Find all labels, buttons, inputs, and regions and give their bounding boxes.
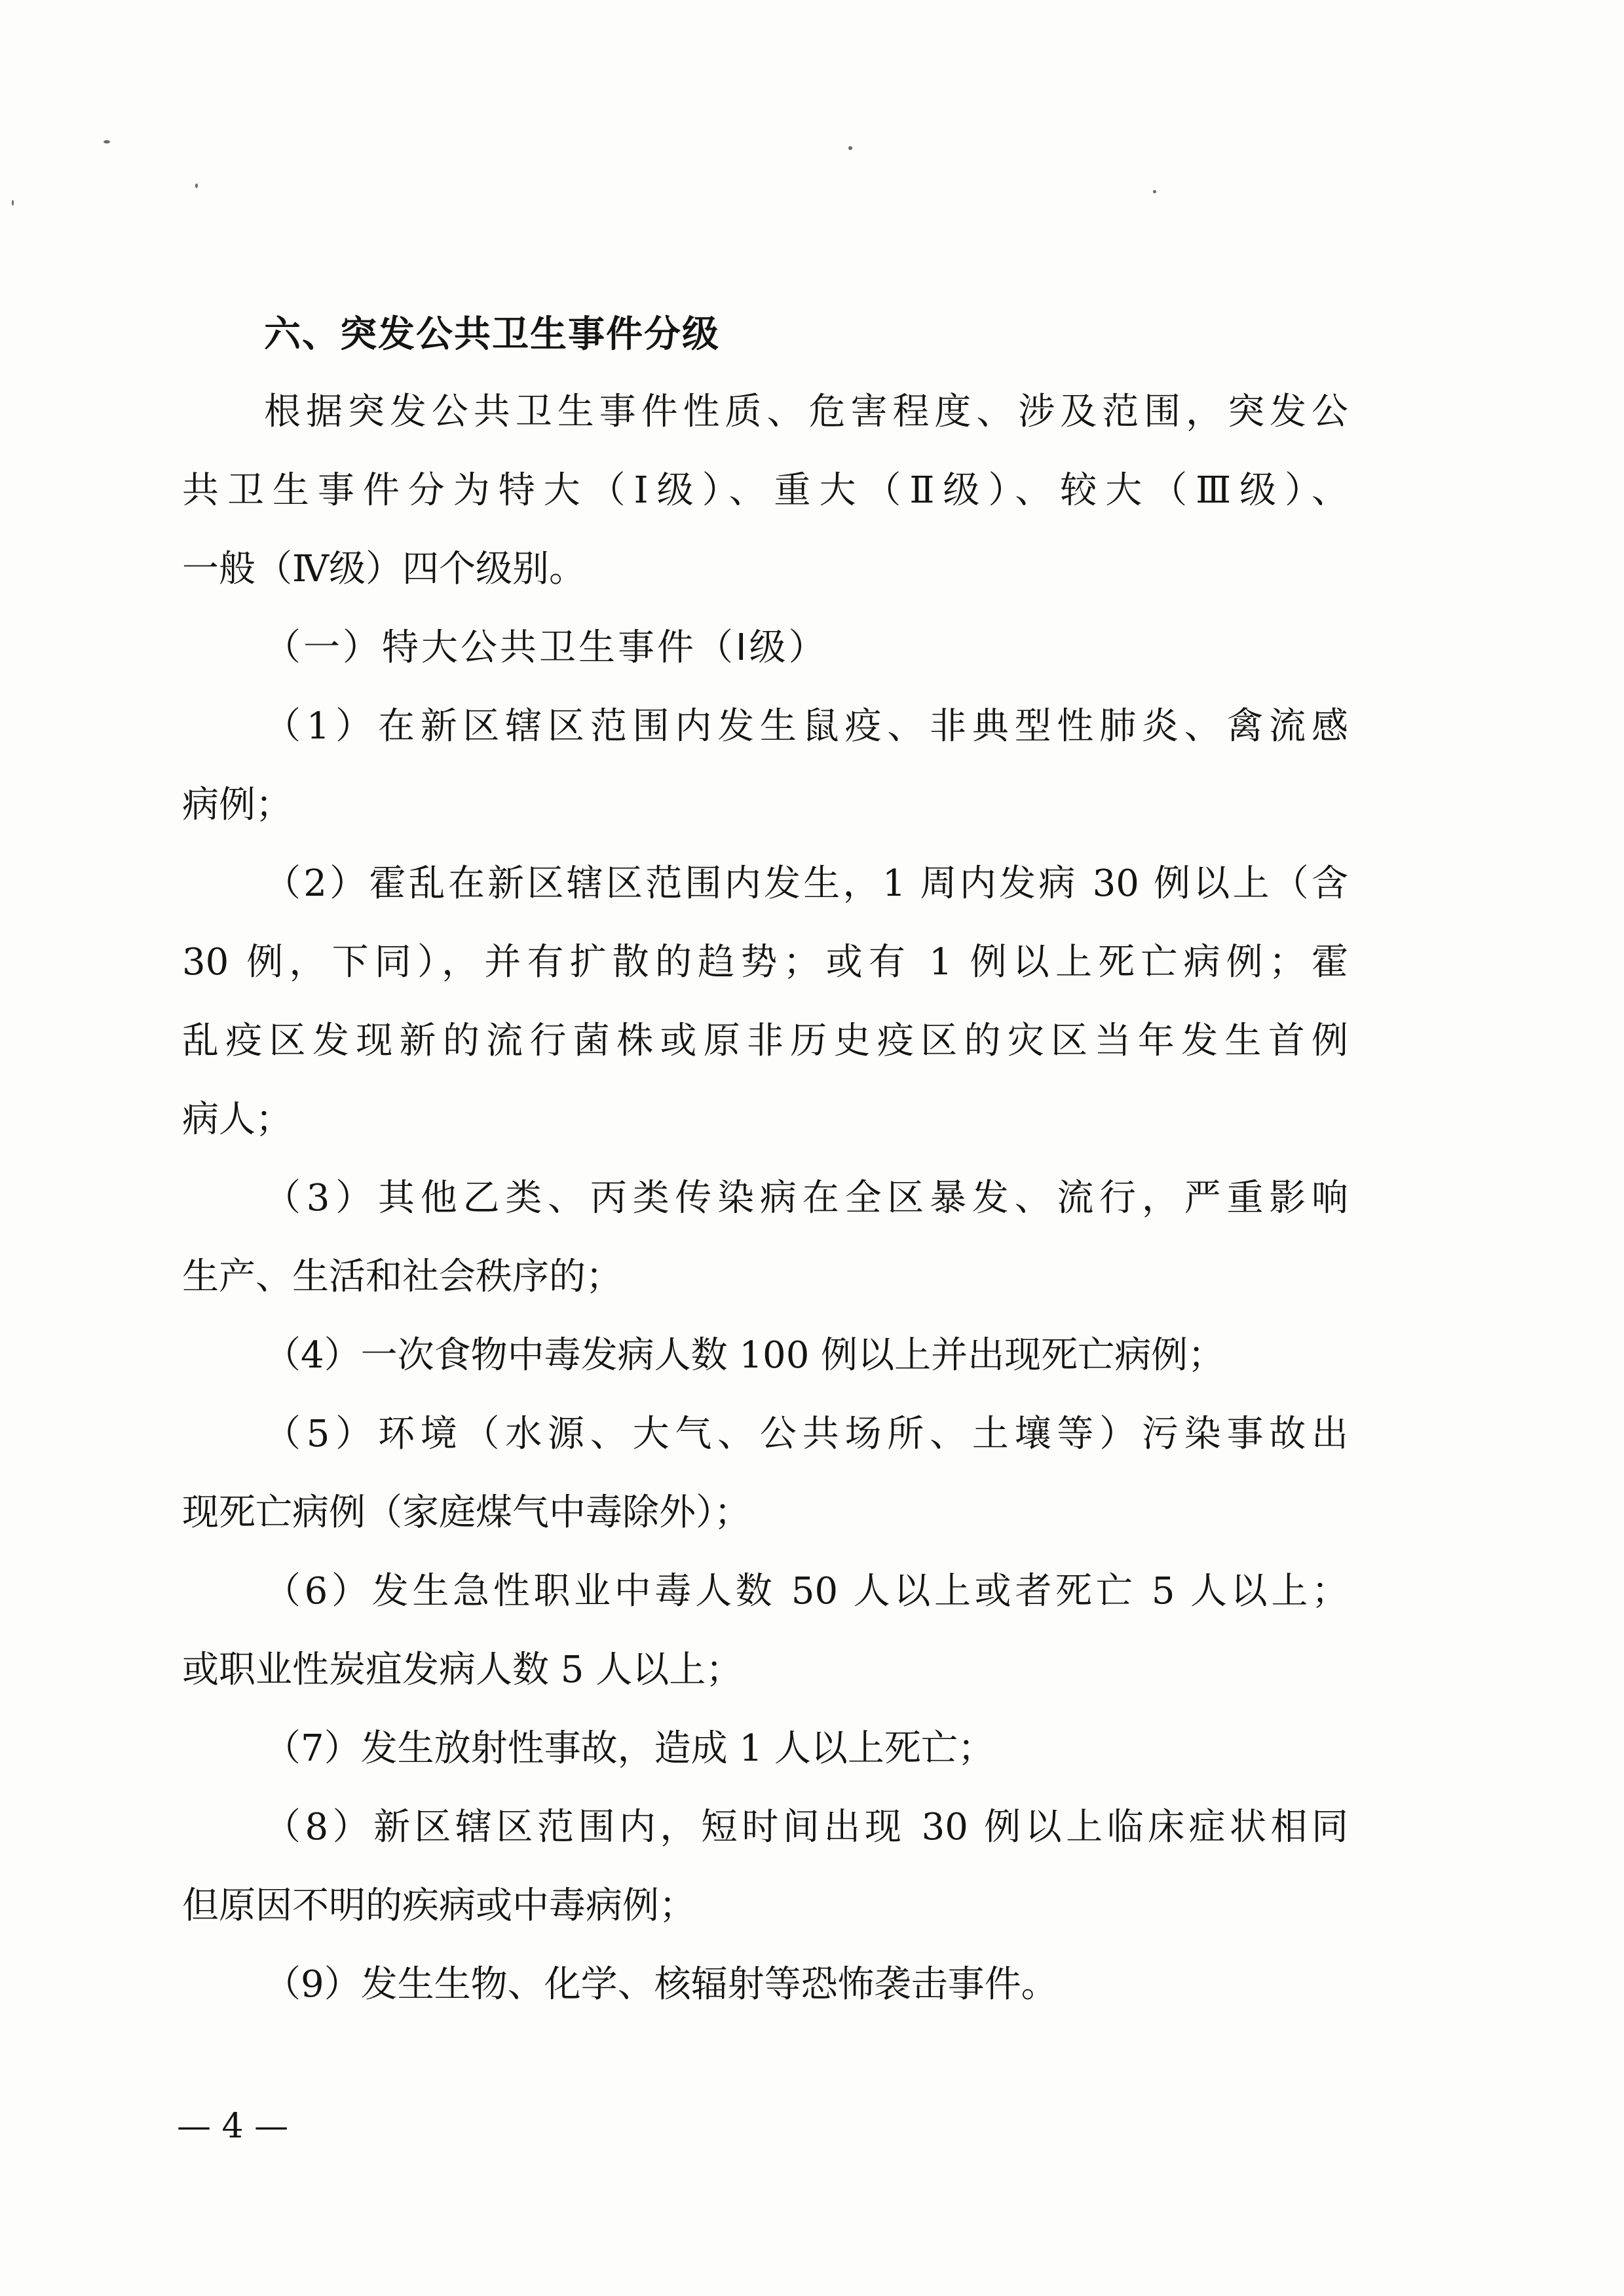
item-line: （7）发生放射性事故，造成 1 人以上死亡； bbox=[264, 1727, 994, 1770]
section-heading: 六、突发公共卫生事件分级 bbox=[264, 313, 720, 356]
item-line: 生产、生活和社会秩序的； bbox=[182, 1255, 622, 1298]
intro-line: 根据突发公共卫生事件性质、危害程度、涉及范围，突发公 bbox=[264, 391, 1348, 433]
subsection-heading: （一）特大公共卫生事件（Ⅰ级） bbox=[264, 626, 828, 669]
item-line: 病例； bbox=[182, 784, 292, 826]
scan-speck bbox=[104, 140, 110, 144]
item-line: 或职业性炭疽发病人数 5 人以上； bbox=[182, 1649, 743, 1691]
scan-speck bbox=[12, 200, 14, 206]
item-line: （1）在新区辖区范围内发生鼠疫、非典型性肺炎、禽流感 bbox=[264, 705, 1348, 748]
scan-speck bbox=[195, 183, 198, 188]
intro-line: 一般（Ⅳ级）四个级别。 bbox=[182, 548, 586, 590]
intro-line: 共卫生事件分为特大（Ⅰ级）、重大（Ⅱ级）、较大（Ⅲ级）、 bbox=[182, 469, 1348, 512]
item-line: （3）其他乙类、丙类传染病在全区暴发、流行，严重影响 bbox=[264, 1177, 1348, 1219]
item-line: （9）发生生物、化学、核辐射等恐怖袭击事件。 bbox=[264, 1963, 1058, 2006]
scan-speck bbox=[1153, 190, 1156, 193]
item-line: （8）新区辖区范围内，短时间出现 30 例以上临床症状相同 bbox=[264, 1806, 1348, 1848]
item-line: 30 例，下同），并有扩散的趋势；或有 1 例以上死亡病例；霍 bbox=[182, 941, 1348, 984]
item-line: （6）发生急性职业中毒人数 50 人以上或者死亡 5 人以上； bbox=[264, 1570, 1348, 1613]
item-line: （5）环境（水源、大气、公共场所、土壤等）污染事故出 bbox=[264, 1413, 1348, 1455]
item-line: （2）霍乱在新区辖区范围内发生，1 周内发病 30 例以上（含 bbox=[264, 862, 1348, 905]
item-line: 乱疫区发现新的流行菌株或原非历史疫区的灾区当年发生首例 bbox=[182, 1020, 1348, 1062]
page-number: — 4 — bbox=[177, 2107, 289, 2146]
scan-speck bbox=[848, 146, 852, 150]
item-line: 但原因不明的疾病或中毒病例； bbox=[182, 1885, 696, 1927]
item-line: 病人； bbox=[182, 1098, 292, 1141]
item-line: 现死亡病例（家庭煤气中毒除外）； bbox=[182, 1491, 751, 1534]
item-line: （4）一次食物中毒发病人数 100 例以上并出现死亡病例； bbox=[264, 1334, 1225, 1377]
